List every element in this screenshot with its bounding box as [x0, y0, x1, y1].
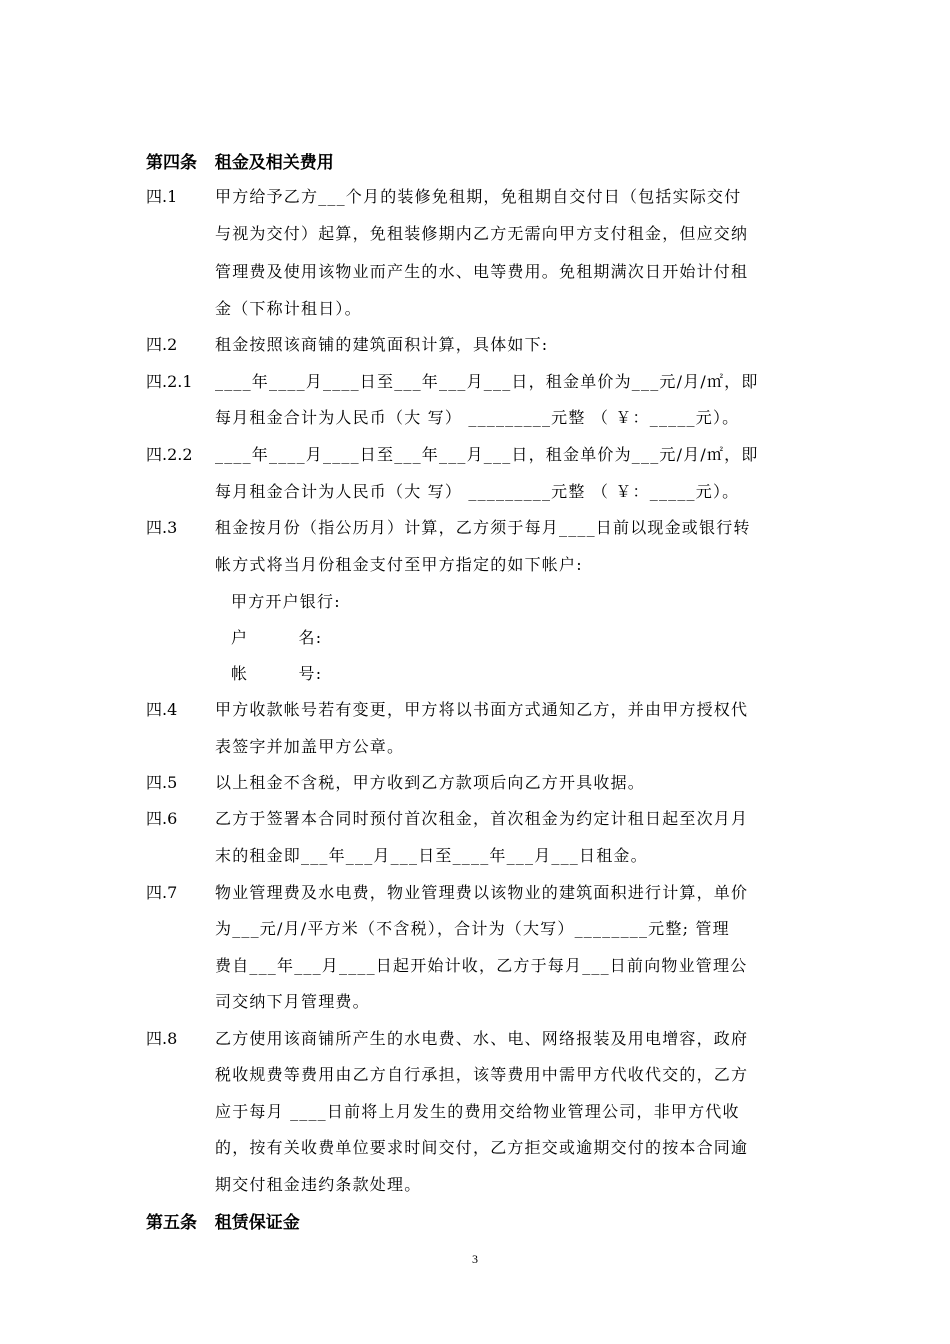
clause-number: 四.5: [146, 773, 178, 792]
clause-text: 表签字并加盖甲方公章。: [215, 737, 405, 756]
clause-text: 乙方于签署本合同时预付首次租金，首次租金为约定计租日起至次月月: [215, 809, 749, 828]
clause-text: 物业管理费及水电费，物业管理费以该物业的建筑面积进行计算，单价: [215, 883, 749, 902]
clause-text: 期交付租金违约条款处理。: [215, 1175, 422, 1194]
clause-text: 的，按有关收费单位要求时间交付，乙方拒交或逾期交付的按本合同逾: [215, 1138, 749, 1157]
clause-text: 金（下称计租日）。: [215, 299, 362, 318]
clause-text: 租金按月份（指公历月）计算，乙方须于每月____日前以现金或银行转: [215, 518, 751, 537]
clause-text: 甲方收款帐号若有变更，甲方将以书面方式通知乙方，并由甲方授权代: [215, 700, 749, 719]
clause-number: 四.2.2: [146, 445, 193, 464]
clause-text: 为___元/月/平方米（不含税），合计为（大写）________元整; 管理: [215, 919, 730, 938]
clause-text: 每月租金合计为人民币（大 写） _________元整 （ ￥：_____元）。: [215, 408, 740, 427]
page-number: 3: [472, 1252, 478, 1266]
article-4-title: 第四条 租金及相关费用: [146, 153, 334, 173]
bank-name-label: 甲方开户银行:: [231, 592, 341, 611]
clause-text: 租金按照该商铺的建筑面积计算，具体如下:: [215, 335, 549, 354]
clause-text: 司交纳下月管理费。: [215, 992, 370, 1011]
clause-number: 四.8: [146, 1029, 178, 1048]
clause-text: 费自___年___月____日起开始计收，乙方于每月___日前向物业管理公: [215, 956, 748, 975]
clause-text: 甲方给予乙方___个月的装修免租期，免租期自交付日（包括实际交付: [215, 187, 742, 206]
clause-text: 帐方式将当月份租金支付至甲方指定的如下帐户:: [215, 555, 583, 574]
clause-number: 四.2.1: [146, 372, 193, 391]
clause-text: 末的租金即___年___月___日至____年___月___日租金。: [215, 846, 648, 865]
clause-text: 与视为交付）起算，免租装修期内乙方无需向甲方支付租金，但应交纳: [215, 224, 749, 243]
clause-number: 四.1: [146, 187, 178, 206]
clause-text: 应于每月 ____日前将上月发生的费用交给物业管理公司，非甲方代收: [215, 1102, 740, 1121]
clause-number: 四.6: [146, 809, 178, 828]
clause-text: 乙方使用该商铺所产生的水电费、水、电、网络报装及用电增容，政府: [215, 1029, 749, 1048]
clause-text: 每月租金合计为人民币（大 写） _________元整 （ ￥：_____元）。: [215, 482, 740, 501]
clause-text: 以上租金不含税，甲方收到乙方款项后向乙方开具收据。: [215, 773, 646, 792]
clause-text: ____年____月____日至___年___月___日，租金单价为___元/月/㎡，即: [215, 372, 759, 391]
clause-number: 四.7: [146, 883, 178, 902]
account-name-label: 户 名:: [231, 628, 323, 647]
clause-text: 税收规费等费用由乙方自行承担，该等费用中需甲方代收代交的，乙方: [215, 1065, 749, 1084]
clause-number: 四.3: [146, 518, 178, 537]
clause-number: 四.2: [146, 335, 178, 354]
clause-text: ____年____月____日至___年___月___日，租金单价为___元/月/㎡，即: [215, 445, 759, 464]
clause-number: 四.4: [146, 700, 178, 719]
account-number-label: 帐 号:: [231, 664, 323, 683]
clause-text: 管理费及使用该物业而产生的水、电等费用。免租期满次日开始计付租: [215, 262, 749, 281]
article-5-title: 第五条 租赁保证金: [146, 1213, 300, 1233]
